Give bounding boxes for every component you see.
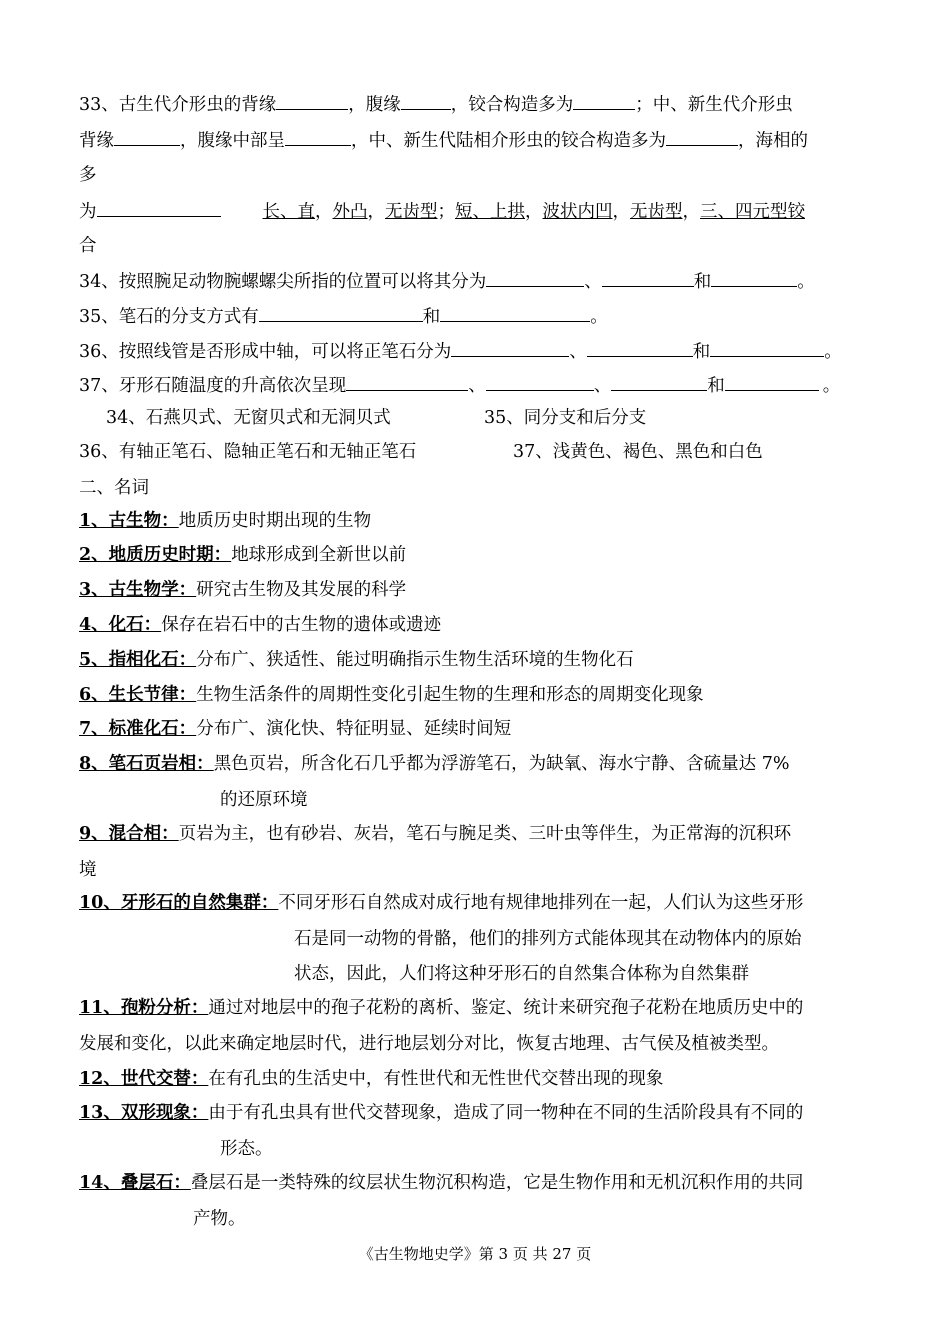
q37-line: 37、牙形石随温度的升高依次呈现 、 、 和 。 bbox=[79, 372, 840, 398]
q33-line-3: 多 bbox=[79, 165, 97, 185]
term-item: 14、叠层石：叠层石是一类特殊的纹层状生物沉积构造，它是生物作用和无机沉积作用的共同 bbox=[79, 1173, 804, 1193]
q33-answer: 波状内凹 bbox=[542, 202, 613, 222]
answer-blank bbox=[285, 127, 351, 146]
answer-blank bbox=[602, 268, 694, 287]
term-item: 6、生长节律：生物生活条件的周期性变化引起生物的生理和形态的周期变化现象 bbox=[79, 685, 704, 705]
term-continuation: 境 bbox=[79, 860, 97, 880]
page-footer: 《古生物地史学》第 3 页 共 27 页 bbox=[358, 1245, 592, 1263]
term-continuation: 产物。 bbox=[193, 1209, 246, 1229]
q33-answer: 长、直 bbox=[262, 202, 315, 222]
answer-blank bbox=[97, 198, 221, 217]
term-item: 3、古生物学：研究古生物及其发展的科学 bbox=[79, 580, 407, 600]
answer-35: 35、同分支和后分支 bbox=[484, 408, 647, 428]
term-item: 8、笔石页岩相：黑色页岩，所含化石几乎都为浮游笔石，为缺氧、海水宁静、含硫量达 7% bbox=[79, 754, 790, 774]
q33-answer: 无齿型 bbox=[385, 202, 438, 222]
q33-answer: 外凸 bbox=[332, 202, 368, 222]
term-item: 13、双形现象：由于有孔虫具有世代交替现象，造成了同一物种在不同的生活阶段具有不同的 bbox=[79, 1103, 804, 1123]
answer-blank bbox=[573, 91, 635, 110]
q33-line-5: 合 bbox=[79, 236, 97, 256]
term-item: 1、古生物：地质历史时期出现的生物 bbox=[79, 511, 372, 531]
q33-answer: 三、四元型铰 bbox=[700, 202, 805, 222]
term-item: 5、指相化石：分布广、狭适性、能过明确指示生物生活环境的生物化石 bbox=[79, 650, 634, 670]
answer-blank bbox=[611, 372, 707, 391]
answer-blank bbox=[587, 338, 693, 357]
term-item: 2、地质历史时期：地球形成到全新世以前 bbox=[79, 545, 407, 565]
q34-line: 34、按照腕足动物腕螺螺尖所指的位置可以将其分为 、 和 。 bbox=[79, 268, 815, 294]
term-item: 10、牙形石的自然集群：不同牙形石自然成对成行地有规律地排列在一起，人们认为这些牙形 bbox=[79, 893, 804, 913]
q33-answer: 无齿型 bbox=[630, 202, 683, 222]
answer-blank bbox=[114, 127, 180, 146]
answer-34: 34、石燕贝式、无窗贝式和无洞贝式 bbox=[106, 408, 391, 428]
term-item: 4、化石：保存在岩石中的古生物的遗体或遗迹 bbox=[79, 615, 442, 635]
q33-line-4: 为 长、直，外凸，无齿型；短、上拱，波状内凹，无齿型，三、四元型铰 bbox=[79, 198, 805, 224]
q36-line: 36、按照线管是否形成中轴，可以将正笔石分为 、 和 。 bbox=[79, 338, 842, 364]
answer-blank bbox=[276, 91, 348, 110]
answer-blank bbox=[666, 127, 738, 146]
term-item: 12、世代交替：在有孔虫的生活史中，有性世代和无性世代交替出现的现象 bbox=[79, 1069, 664, 1089]
answer-blank bbox=[346, 372, 468, 391]
answer-36: 36、有轴正笔石、隐轴正笔石和无轴正笔石 bbox=[79, 442, 417, 462]
term-continuation: 状态，因此，人们将这种牙形石的自然集合体称为自然集群 bbox=[294, 964, 749, 984]
term-continuation: 形态。 bbox=[220, 1139, 273, 1159]
term-continuation: 的还原环境 bbox=[220, 790, 308, 810]
answer-blank bbox=[401, 91, 451, 110]
q33-answer: 短、上拱 bbox=[455, 202, 525, 222]
answer-blank bbox=[711, 268, 797, 287]
q35-line: 35、笔石的分支方式有 和 。 bbox=[79, 303, 608, 329]
answer-blank bbox=[451, 338, 569, 357]
term-item: 9、混合相：页岩为主，也有砂岩、灰岩，笔石与腕足类、三叶虫等伴生，为正常海的沉积环 bbox=[79, 824, 792, 844]
answer-blank bbox=[259, 303, 423, 322]
term-continuation: 发展和变化，以此来确定地层时代，进行地层划分对比，恢复古地理、古气侯及植被类型。 bbox=[79, 1034, 779, 1054]
section-title: 二、名词 bbox=[79, 478, 149, 498]
q33-line-1: 33、古生代介形虫的背缘 ，腹缘 ，铰合构造多为 ；中、新生代介形虫 bbox=[79, 91, 793, 117]
answer-37: 37、浅黄色、褐色、黑色和白色 bbox=[513, 442, 763, 462]
answer-blank bbox=[725, 372, 819, 391]
answer-blank bbox=[486, 372, 594, 391]
q33-line-2: 背缘 ，腹缘中部呈 ，中、新生代陆相介形虫的铰合构造多为 ，海相的 bbox=[79, 127, 808, 153]
term-continuation: 石是同一动物的骨骼，他们的排列方式能体现其在动物体内的原始 bbox=[294, 929, 802, 949]
term-item: 7、标准化石：分布广、演化快、特征明显、延续时间短 bbox=[79, 719, 512, 739]
answer-blank bbox=[440, 303, 590, 322]
answer-blank bbox=[710, 338, 824, 357]
term-item: 11、孢粉分析：通过对地层中的孢子花粉的离析、鉴定、统计来研究孢子花粉在地质历史中的 bbox=[79, 998, 804, 1018]
answer-blank bbox=[486, 268, 584, 287]
